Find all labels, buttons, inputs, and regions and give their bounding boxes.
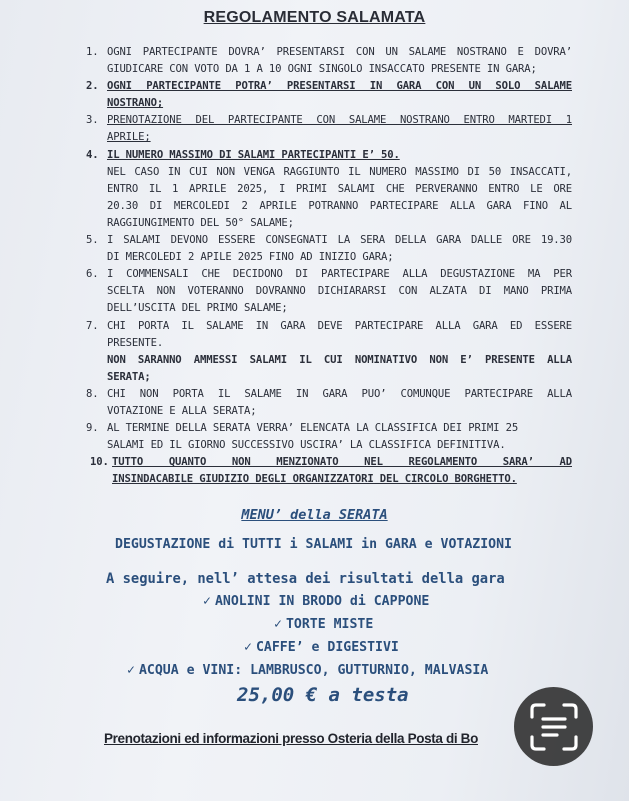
- rule-line: IL NUMERO MASSIMO DI SALAMI PARTECIPANTI E’ 50.: [107, 148, 400, 161]
- check-icon: ✓: [127, 663, 135, 678]
- rule-number: 5.: [86, 234, 99, 247]
- rule-number: 8.: [86, 387, 99, 400]
- rule-line: I COMMENSALI CHE DECIDONO DI PARTECIPARE ALLA DEGUSTAZIONE MA PER: [107, 268, 572, 281]
- rule-line: INSINDACABILE GIUDIZIO DEGLI ORGANIZZATORI DEL CIRCOLO BORGHETTO.: [112, 473, 517, 486]
- rule-line: 20.30 DI MERCOLEDI 2 APRILE POTRANNO PARTECIPARE ALLA GARA FINO AL: [107, 199, 572, 212]
- rule-3: [86, 112, 572, 146]
- menu-item: [244, 640, 399, 655]
- rule-number: 2.: [86, 80, 99, 93]
- rule-line: AL TERMINE DELLA SERATA VERRA’ ELENCATA LA CLASSIFICA DEI PRIMI 25: [107, 422, 519, 435]
- menu-price: 25,00 € a testa: [237, 684, 409, 706]
- rule-line: PRENOTAZIONE DEL PARTECIPANTE CON SALAME NOSTRANO ENTRO MARTEDI 1: [107, 114, 572, 127]
- rule-line: OGNI PARTECIPANTE DOVRA’ PRESENTARSI CON UN SALAME NOSTRANO E DOVRA’: [107, 46, 572, 58]
- rule-line: RAGGIUNGIMENTO DEL 50° SALAME;: [107, 216, 294, 229]
- rule-number: 1.: [86, 46, 99, 58]
- rule-5: [86, 232, 572, 266]
- menu-item: [203, 594, 429, 609]
- rule-line: SERATA;: [107, 370, 151, 383]
- rule-7: [86, 318, 572, 386]
- menu-title: MENU’ della SERATA: [241, 507, 388, 523]
- rule-number: 6.: [86, 268, 99, 281]
- rule-1: [86, 44, 572, 78]
- rule-number: 9.: [86, 422, 99, 435]
- menu-followup: A seguire, nell’ attesa dei risultati della gara: [106, 571, 505, 587]
- rule-number: 3.: [86, 114, 99, 127]
- text-scan-icon: [526, 699, 582, 755]
- rule-line: CHI PORTA IL SALAME IN GARA DEVE PARTECIPARE ALLA GARA ED ESSERE: [107, 319, 572, 332]
- menu-item-label: ACQUA e VINI: LAMBRUSCO, GUTTURNIO, MALVASIA: [138, 663, 489, 678]
- rule-9: [86, 420, 572, 454]
- rule-2: [86, 78, 572, 112]
- rule-line: APRILE;: [107, 131, 151, 144]
- rule-line: NEL CASO IN CUI NON VENGA RAGGIUNTO IL NUMERO MASSIMO DI 50 INSACCATI,: [107, 165, 572, 178]
- check-icon: ✓: [274, 617, 282, 632]
- rules-list: [86, 44, 572, 488]
- menu-tasting: DEGUSTAZIONE di TUTTI i SALAMI in GARA e VOTAZIONI: [115, 537, 512, 552]
- rule-line: TUTTO QUANTO NON MENZIONATO NEL REGOLAMENTO SARA’ AD: [112, 456, 572, 469]
- menu-item: [127, 663, 488, 678]
- rule-number: 4.: [86, 148, 99, 161]
- document-title: REGOLAMENTO SALAMATA: [203, 9, 426, 26]
- rule-line: NOSTRANO;: [107, 97, 164, 110]
- check-icon: ✓: [203, 594, 211, 609]
- rule-line: DELL’USCITA DEL PRIMO SALAME;: [107, 302, 288, 315]
- rule-line: SALAMI ED IL GIORNO SUCCESSIVO USCIRA’ LA CLASSIFICA DEFINITIVA.: [107, 439, 506, 452]
- rule-line: ENTRO IL 1 APRILE 2025, I PRIMI SALAMI CHE PERVERANNO ENTRO LE ORE: [107, 182, 572, 195]
- rule-line: GIUDICARE CON VOTO DA 1 A 10 OGNI SINGOLO INSACCATO PRESENTE IN GARA;: [107, 63, 537, 76]
- rule-number: 7.: [86, 319, 99, 332]
- rule-line: CHI NON PORTA IL SALAME IN GARA PUO’ COMUNQUE PARTECIPARE ALLA: [107, 387, 572, 400]
- rule-line: DI MERCOLEDI 2 APILE 2025 FINO AD INIZIO GARA;: [107, 251, 394, 264]
- rule-6: [86, 266, 572, 317]
- rule-line: SCELTA NON VOTERANNO DOVRANNO DICHIARARSI CON ALZATA DI MANO PRIMA: [107, 285, 572, 298]
- menu-item-label: ANOLINI IN BRODO di CAPPONE: [214, 594, 430, 609]
- rule-4: [86, 147, 572, 232]
- menu-item-label: TORTE MISTE: [285, 617, 374, 632]
- rule-line: VOTAZIONE E ALLA SERATA;: [107, 404, 257, 417]
- menu-item: [274, 617, 373, 632]
- rule-10: [86, 454, 572, 488]
- live-text-button[interactable]: [514, 687, 593, 766]
- rule-8: [86, 386, 572, 420]
- menu-item-label: CAFFE’ e DIGESTIVI: [255, 640, 399, 655]
- rule-line: NON SARANNO AMMESSI SALAMI IL CUI NOMINATIVO NON E’ PRESENTE ALLA: [107, 353, 572, 366]
- rule-number: 10.: [90, 456, 109, 469]
- check-icon: ✓: [244, 640, 252, 655]
- rule-line: PRESENTE.: [107, 336, 164, 349]
- rule-line: I SALAMI DEVONO ESSERE CONSEGNATI LA SERA DELLA GARA DALLE ORE 19.30: [107, 234, 572, 247]
- footer-contact: Prenotazioni ed informazioni presso Osteria della Posta di Bo: [104, 731, 478, 746]
- rule-line: OGNI PARTECIPANTE POTRA’ PRESENTARSI IN GARA CON UN SOLO SALAME: [107, 80, 572, 93]
